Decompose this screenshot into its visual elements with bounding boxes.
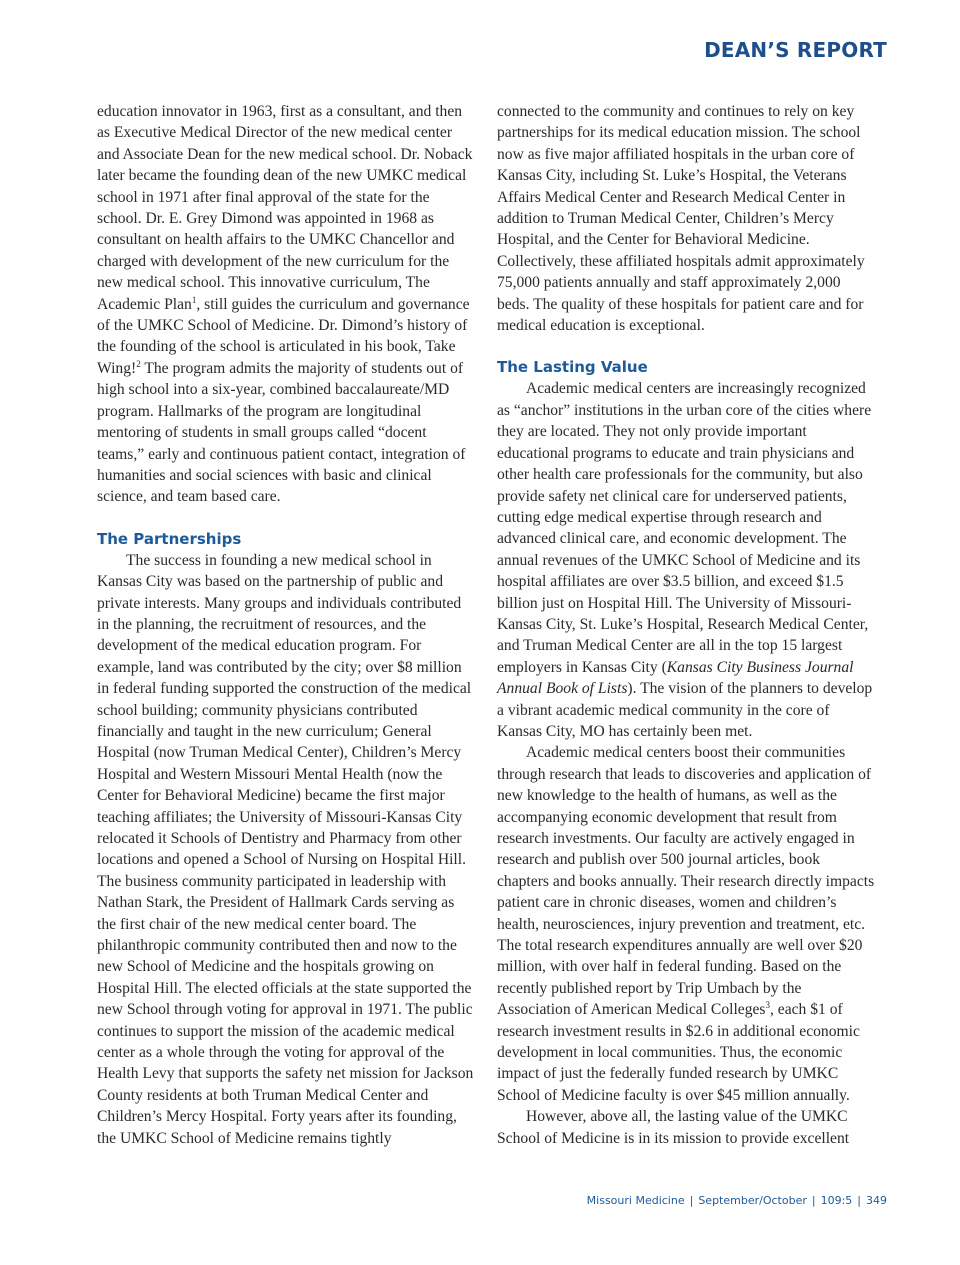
- footer-separator: |: [689, 1194, 694, 1207]
- heading-partnerships: The Partnerships: [97, 529, 242, 548]
- section-title: DEAN’S REPORT: [704, 38, 887, 62]
- footer-separator: |: [811, 1194, 816, 1207]
- footnote-ref-1: 1: [191, 294, 197, 305]
- right-paragraph-2: Academic medical centers are increasingly recognized as “anchor” institutions in the urban core of the cities where they are located. They not only provide important educational programs to educate and train physicians and other health care professionals for the community, but also provide safety net clinical care for underserved patients, cutting edge medical expertise through research and advanced clinical care, and economic development. The annual revenues of the UMKC School of Medicine and its hospital affiliates are over $3.5 billion, and exceed $1.5 billion just on Hospital Hill. The University of Missouri-Kansas City, St. Luke’s Hospital, Research Medical Center, and Truman Medical Center are all in the top 15 largest employers in Kansas City (Kansas City Business Journal Annual Book of Lists). The vision of the planners to develop a vibrant academic medical community in the core of Kansas City, MO has certainly been met.: [497, 380, 873, 740]
- left-paragraph-2: The success in founding a new medical school in Kansas City was based on the partnership of public and private interests. Many groups and individuals contributed in the planning, the recruitment of resources, and the development of the medical education program. For example, land was contributed by the city; over $8 million in federal funding supported the construction of the medical school building; community physicians contributed financially and taught in the new curriculum; General Hospital (now Truman Medical Center), Children’s Mercy Hospital and Western Missouri Mental Health (now the Center for Behavioral Medicine) became the first major teaching affiliates; the University of Missouri-Kansas City relocated it Schools of Dentistry and Pharmacy from other locations and opened a School of Nursing on Hospital Hill. The business community participated in leadership with Nathan Stark, the President of Hallmark Cards serving as the first chair of the new medical center board. The philanthropic community contributed then and now to the new School of Medicine and the hospitals growing on Hospital Hill. The elected officials at the state supported the new School through voting for approval in 1971. The public continues to support the mission of the academic medical center as a whole through the voting for approval of the Health Levy that supports the safety net mission for Jackson County residents at both Truman Medical Center and Children’s Mercy Hospital. Forty years after its founding, the UMKC School of Medicine remains tightly: [97, 551, 474, 1147]
- issue-date: September/October: [698, 1194, 807, 1207]
- left-paragraph-1: education innovator in 1963, first as a consultant, and then as Executive Medical Director of the new medical center and Associate Dean for the new medical school. Dr. Noback later became the founding dean of the new UMKC medical school in 1971 after final approval of the state for the school. Dr. E. Grey Dimond was appointed in 1968 as consultant on health affairs to the UMKC Chancellor and charged with development of the new curriculum for the new medical school. This innovative curriculum, The Academic Plan$^1$, still guides the curriculum and governance of the UMKC School of Medicine. Dr. Dimond’s history of the founding of the school is articulated in his book, Take Wing!$^2$ The program admits the majority of students out of high school into a six-year, combined baccalaureate/MD program. Hallmarks of the program are longitudinal mentoring of students in small groups called “docent teams,” early and continuous patient contact, integration of humanities and social sciences with basic and clinical science, and team based care.: [97, 103, 473, 506]
- right-column: [497, 101, 875, 1149]
- footer-separator: |: [857, 1194, 861, 1207]
- volume-number: 109:5: [820, 1194, 853, 1207]
- publication-title: Kansas City Business Journal Annual Book of Lists: [497, 658, 854, 698]
- footnote-ref-3: 3: [765, 1000, 770, 1011]
- page-number: 349: [866, 1194, 887, 1207]
- left-column: [97, 101, 475, 1149]
- footnote-ref-2: 2: [136, 358, 141, 369]
- page-footer: [587, 1194, 887, 1207]
- heading-lasting-value: The Lasting Value: [497, 358, 648, 377]
- journal-name: Missouri Medicine: [586, 1194, 685, 1207]
- right-paragraph-3: Academic medical centers boost their communities through research that leads to discoveries and application of new knowledge to the health of humans, as well as the accompanying economic development that result from research investments. Our faculty are actively engaged in research and publish over 500 journal articles, book chapters and books annually. Their research directly impacts patient care in chronic diseases, women and children’s health, neurosciences, injury prevention and treatment, etc. The total research expenditures annually are well over $20 million, with over half in federal funding. Based on the recently published report by Trip Umbach by the Association of American Medical Colleges$^3$, each $1 of research investment results in $2.6 in additional economic development in local communities. Thus, the economic impact of just the federally funded research by UMKC School of Medicine faculty is over $45 million annually.: [497, 744, 875, 1104]
- right-paragraph-1: connected to the community and continues to rely on key partnerships for its medical education mission. The school now as five major affiliated hospitals in the urban core of Kansas City, including St. Luke’s Hospital, the Veterans Affairs Medical Center and Research Medical Center in addition to Truman Medical Center, Children’s Mercy Hospital, and the Center for Behavioral Medicine. Collectively, these affiliated hospitals admit approximately 75,000 patients annually and staff approximately 2,000 beds. The quality of these hospitals for patient care and for medical education is exceptional.: [497, 103, 865, 335]
- right-paragraph-4: However, above all, the lasting value of the UMKC School of Medicine is in its mission to provide excellent: [497, 1108, 850, 1147]
